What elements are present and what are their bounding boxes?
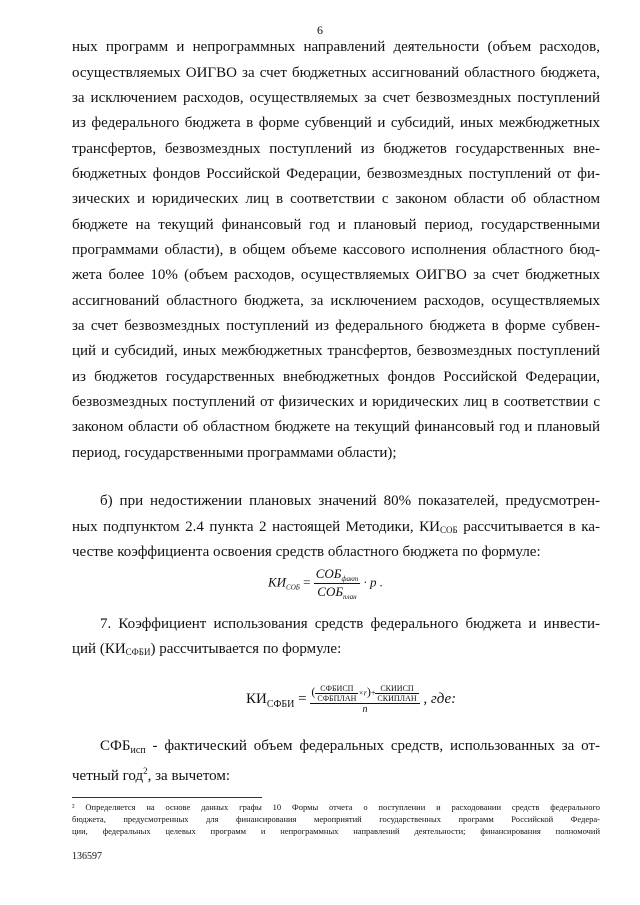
body-line: бюджете на текущий финансовый год и плановый период, государственными bbox=[72, 217, 600, 233]
body-line: зических и юридических лиц в соответствии с законом области об областном bbox=[72, 191, 600, 207]
formula2-main-numerator bbox=[310, 684, 419, 704]
footnote-divider bbox=[72, 797, 262, 798]
body-line: из федерального бюджета в форме субвенций и субсидий, иных межбюджетных bbox=[72, 115, 600, 131]
formula2-lhs: КИ bbox=[246, 690, 267, 707]
footnote-line: ² Определяется на основе данных графы 10 Формы отчета о поступлении и расходовании средств федерального bbox=[72, 802, 600, 812]
para-b-line-2-tail: рассчитывается в ка- bbox=[457, 519, 601, 535]
formula1-den-sub: план bbox=[343, 593, 357, 601]
body-line: ций и субсидий, иных межбюджетных трансфертов, безвозмездных поступлений bbox=[72, 343, 600, 359]
definition-term: СФБ bbox=[100, 738, 131, 754]
formula1-lhs: КИ bbox=[268, 574, 287, 590]
formula2-a-fraction bbox=[315, 684, 358, 703]
para-b-subscript: СОБ bbox=[440, 525, 458, 535]
definition-line-2-text: четный год bbox=[72, 768, 144, 784]
body-line: трансфертов, безвозмездных поступлений из бюджетов государственных вне- bbox=[72, 141, 600, 157]
definition-line-1-rest: - фактический объем федеральных средств, использованных за от- bbox=[145, 738, 600, 754]
para-7-line-1: 7. Коэффициент использования средств федерального бюджета и инвести- bbox=[100, 616, 600, 632]
formula2-b-num-text: СКИ bbox=[380, 684, 397, 693]
body-line: из бюджетов государственных внебюджетных фондов Российской Федерации, bbox=[72, 369, 600, 385]
formula1-num-text: СОБ bbox=[315, 566, 342, 581]
formula2-a-num-sub: ИСП bbox=[336, 684, 354, 693]
formula2-a-den-text: СФБ bbox=[317, 694, 334, 703]
formula1-tail: · p . bbox=[363, 574, 383, 590]
formula2-a-num-text: СФБ bbox=[320, 684, 337, 693]
body-line: за счет безвозмездных поступлений из федерального бюджета в форме субвен- bbox=[72, 318, 600, 334]
formula1-eq: = bbox=[303, 574, 311, 590]
footnote-line: ции, федеральных целевых программ и непрограммных направлений деятельности; финансирования полномочий bbox=[72, 826, 600, 836]
formula2-plus: + bbox=[370, 688, 376, 698]
formula2-b-num bbox=[375, 684, 418, 694]
para-b-line-2 bbox=[72, 518, 600, 539]
formula2-main-denominator: n bbox=[362, 704, 368, 715]
para-b-line-1: б) при недостижении плановых значений 80% показателей, предусмотрен- bbox=[100, 493, 600, 509]
formula2-b-den-text: СКИ bbox=[377, 694, 394, 703]
formula1-numerator bbox=[314, 566, 360, 584]
para-7-line-2-tail: ) рассчитывается по формуле: bbox=[150, 641, 342, 657]
footnote-line: бюджета, предусмотренных для финансирования мероприятий государственных программ Российской Федера- bbox=[72, 814, 600, 824]
formula-ki-sfbi bbox=[246, 684, 456, 715]
definition-line-2-rest: , за вычетом: bbox=[147, 768, 231, 784]
formula1-den-text: СОБ bbox=[317, 584, 344, 599]
formula2-b-den bbox=[375, 694, 418, 703]
formula2-b-fraction bbox=[375, 684, 418, 703]
body-line: законом области об областном бюджете на текущий финансовый год и плановый bbox=[72, 419, 600, 435]
formula2-lhs-sub: СФБИ bbox=[266, 698, 295, 710]
definition-line-1 bbox=[100, 737, 600, 760]
body-line: безвозмездных поступлений от физических и юридических лиц в соответствии с bbox=[72, 394, 600, 410]
formula1-lhs-sub: СОБ bbox=[286, 583, 300, 592]
formula1-denominator bbox=[314, 584, 360, 601]
definition-term-sub: исп bbox=[130, 745, 146, 756]
formula-ki-sob bbox=[268, 566, 383, 601]
formula2-a-num bbox=[315, 684, 358, 694]
body-line: бюджетных фондов Российской Федерации, безвозмездных поступлений от фи- bbox=[72, 166, 600, 182]
formula2-b-den-sub: ПЛАН bbox=[393, 694, 417, 703]
formula2-paren-open: ( bbox=[311, 684, 316, 699]
formula1-fraction bbox=[314, 566, 360, 601]
formula1-num-sub: факт bbox=[341, 575, 359, 583]
formula2-times-r: ×r bbox=[358, 688, 367, 698]
document-code: 136597 bbox=[72, 851, 102, 862]
footnote-ref: 2 bbox=[143, 766, 148, 776]
page-number: 6 bbox=[317, 23, 323, 37]
body-line: за исключением расходов, осуществляемых за счет безвозмездных поступлений bbox=[72, 90, 600, 106]
formula2-main-fraction bbox=[310, 684, 419, 715]
para-7-line-2 bbox=[72, 640, 600, 661]
formula2-a-den-sub: ПЛАН bbox=[333, 694, 357, 703]
body-line: ассигнований областного бюджета, за исключением расходов, осуществляемых bbox=[72, 293, 600, 309]
formula2-eq: = bbox=[298, 690, 307, 707]
formula2-tail: , где: bbox=[423, 690, 457, 707]
formula2-a-den bbox=[315, 694, 358, 703]
para-b-line-2-text: ных подпунктом 2.4 пункта 2 настоящей Методики, КИ bbox=[72, 519, 441, 535]
body-line: ных программ и непрограммных направлений деятельности (объем расходов, bbox=[72, 39, 600, 55]
formula2-b-num-sub: ИСП bbox=[396, 684, 414, 693]
formula2-paren-close: ) bbox=[366, 684, 371, 699]
para-7-line-2-text: ций (КИ bbox=[72, 641, 126, 657]
para-7-subscript: СФБИ bbox=[125, 647, 151, 657]
body-line: программами области), в общем объеме кассового исполнения областного бюд- bbox=[72, 242, 600, 258]
para-b-line-3: честве коэффициента освоения средств областного бюджета по формуле: bbox=[72, 544, 541, 560]
body-line: период, государственными программами области); bbox=[72, 445, 397, 461]
body-line: осуществляемых ОИГВО за счет бюджетных ассигнований областного бюджета, bbox=[72, 65, 600, 81]
definition-line-2 bbox=[72, 762, 600, 785]
body-line: жета более 10% (объем расходов, осуществляемых ОИГВО за счет бюджетных bbox=[72, 267, 600, 283]
